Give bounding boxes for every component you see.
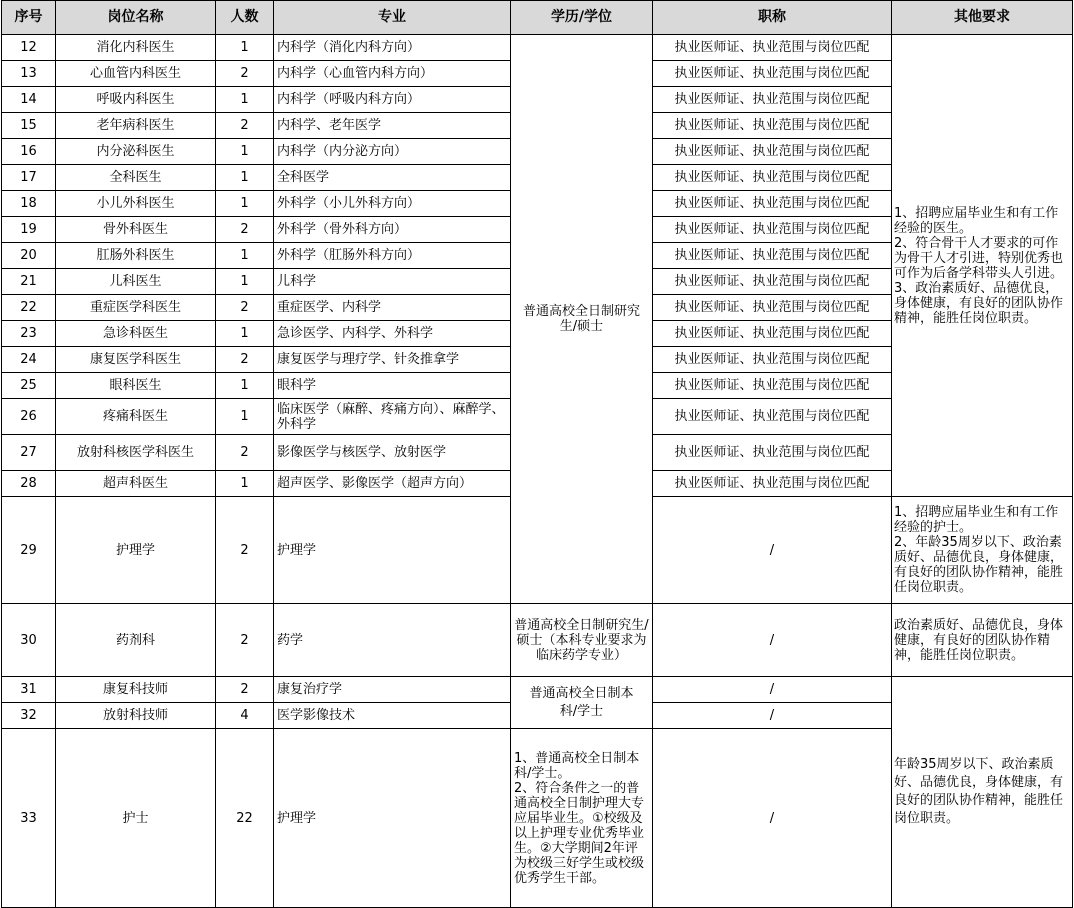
row-major: 临床医学（麻醉、疼痛方向）、麻醉学、外科学 [274,399,511,435]
row-index: 21 [2,269,56,295]
row-count: 1 [216,373,274,399]
row-count: 1 [216,35,274,61]
row-title: / [653,677,892,703]
row-count: 22 [216,729,274,908]
education-cell: 1、普通高校全日制本科/学士。 2、符合条件之一的普通高校全日制护理大专应届毕业生。①校级及以上护理专业优秀毕业生。②大学期间2年评为校级三好学生或校级优秀学生干部。 [511,729,653,908]
row-index: 30 [2,604,56,677]
row-count: 2 [216,677,274,703]
row-title: 执业医师证、执业范围与岗位匹配 [653,321,892,347]
row-index: 14 [2,87,56,113]
row-title: 执业医师证、执业范围与岗位匹配 [653,435,892,471]
row-title: 执业医师证、执业范围与岗位匹配 [653,113,892,139]
row-count: 1 [216,87,274,113]
row-major: 内科学（心血管内科方向） [274,61,511,87]
row-index: 31 [2,677,56,703]
header-position: 岗位名称 [56,1,216,35]
row-count: 2 [216,217,274,243]
row-title: 执业医师证、执业范围与岗位匹配 [653,295,892,321]
row-count: 1 [216,139,274,165]
row-position: 肛肠外科医生 [56,243,216,269]
row-count: 4 [216,703,274,729]
row-position: 康复科技师 [56,677,216,703]
row-index: 22 [2,295,56,321]
table-row [2,604,1073,677]
row-title: 执业医师证、执业范围与岗位匹配 [653,471,892,497]
header-row [2,1,1073,35]
row-position: 康复医学科医生 [56,347,216,373]
row-major: 重症医学、内科学 [274,295,511,321]
row-position: 小儿外科医生 [56,191,216,217]
row-position: 疼痛科医生 [56,399,216,435]
row-title: 执业医师证、执业范围与岗位匹配 [653,269,892,295]
row-count: 1 [216,243,274,269]
table-row [2,677,1073,703]
row-title: 执业医师证、执业范围与岗位匹配 [653,165,892,191]
row-major: 康复医学与理疗学、针灸推拿学 [274,347,511,373]
row-title: / [653,497,892,604]
row-major: 眼科学 [274,373,511,399]
row-index: 24 [2,347,56,373]
row-position: 消化内科医生 [56,35,216,61]
row-title: 执业医师证、执业范围与岗位匹配 [653,399,892,435]
row-index: 27 [2,435,56,471]
row-index: 25 [2,373,56,399]
row-title: 执业医师证、执业范围与岗位匹配 [653,139,892,165]
row-index: 28 [2,471,56,497]
table-row [2,35,1073,61]
row-count: 2 [216,435,274,471]
row-position: 心血管内科医生 [56,61,216,87]
row-count: 1 [216,399,274,435]
row-count: 1 [216,471,274,497]
row-major: 护理学 [274,729,511,908]
row-count: 1 [216,269,274,295]
row-count: 2 [216,113,274,139]
row-major: 内科学（消化内科方向） [274,35,511,61]
row-title: 执业医师证、执业范围与岗位匹配 [653,217,892,243]
row-title: 执业医师证、执业范围与岗位匹配 [653,87,892,113]
row-count: 2 [216,347,274,373]
row-position: 超声科医生 [56,471,216,497]
row-major: 内科学（呼吸内科方向） [274,87,511,113]
row-count: 2 [216,604,274,677]
row-position: 骨外科医生 [56,217,216,243]
row-count: 1 [216,165,274,191]
other-requirements-cell: 年龄35周岁以下、政治素质好、品德优良，身体健康，有良好的团队协作精神，能胜任岗位职责。 [892,677,1073,908]
row-major: 康复治疗学 [274,677,511,703]
education-cell: 普通高校全日制本科/学士 [511,677,653,729]
row-title: / [653,604,892,677]
row-title: / [653,729,892,908]
row-index: 23 [2,321,56,347]
row-position: 眼科医生 [56,373,216,399]
row-index: 19 [2,217,56,243]
row-position: 放射科核医学科医生 [56,435,216,471]
row-position: 药剂科 [56,604,216,677]
education-cell: 普通高校全日制研究生/硕士 [511,35,653,604]
recruitment-table [1,0,1073,908]
row-title: / [653,703,892,729]
row-major: 外科学（小儿外科方向） [274,191,511,217]
row-position: 急诊科医生 [56,321,216,347]
row-index: 17 [2,165,56,191]
header-index: 序号 [2,1,56,35]
row-title: 执业医师证、执业范围与岗位匹配 [653,191,892,217]
other-requirements-cell: 1、招聘应届毕业生和有工作经验的医生。 2、符合骨干人才要求的可作为骨干人才引进，特别优秀也可作为后备学科带头人引进。 3、政治素质好、品德优良，身体健康，有良好的团队协作精神，能胜任岗位职责。 [892,35,1073,497]
row-major: 儿科学 [274,269,511,295]
header-title: 职称 [653,1,892,35]
education-cell: 普通高校全日制研究生/硕士（本科专业要求为临床药学专业） [511,604,653,677]
row-count: 2 [216,61,274,87]
row-index: 12 [2,35,56,61]
row-position: 护理学 [56,497,216,604]
row-index: 13 [2,61,56,87]
header-count: 人数 [216,1,274,35]
row-major: 急诊医学、内科学、外科学 [274,321,511,347]
row-position: 内分泌科医生 [56,139,216,165]
row-major: 医学影像技术 [274,703,511,729]
row-position: 护士 [56,729,216,908]
row-major: 影像医学与核医学、放射医学 [274,435,511,471]
row-index: 18 [2,191,56,217]
row-index: 20 [2,243,56,269]
row-major: 全科医学 [274,165,511,191]
row-count: 2 [216,497,274,604]
header-other: 其他要求 [892,1,1073,35]
row-count: 1 [216,321,274,347]
row-title: 执业医师证、执业范围与岗位匹配 [653,373,892,399]
header-education: 学历/学位 [511,1,653,35]
row-index: 15 [2,113,56,139]
row-count: 1 [216,191,274,217]
row-index: 26 [2,399,56,435]
row-major: 内科学（内分泌方向） [274,139,511,165]
row-index: 16 [2,139,56,165]
header-major: 专业 [274,1,511,35]
row-title: 执业医师证、执业范围与岗位匹配 [653,347,892,373]
row-major: 外科学（骨外科方向） [274,217,511,243]
row-count: 2 [216,295,274,321]
row-position: 呼吸内科医生 [56,87,216,113]
row-index: 32 [2,703,56,729]
other-requirements-cell: 1、招聘应届毕业生和有工作经验的护士。 2、年龄35周岁以下、政治素质好、品德优良，身体健康，有良好的团队协作精神，能胜任岗位职责。 [892,497,1073,604]
row-index: 33 [2,729,56,908]
row-position: 全科医生 [56,165,216,191]
row-position: 重症医学科医生 [56,295,216,321]
row-major: 药学 [274,604,511,677]
row-index: 29 [2,497,56,604]
row-title: 执业医师证、执业范围与岗位匹配 [653,243,892,269]
row-title: 执业医师证、执业范围与岗位匹配 [653,35,892,61]
row-major: 超声医学、影像医学（超声方向） [274,471,511,497]
other-requirements-cell: 政治素质好、品德优良，身体健康，有良好的团队协作精神，能胜任岗位职责。 [892,604,1073,677]
row-major: 外科学（肛肠外科方向） [274,243,511,269]
row-position: 老年病科医生 [56,113,216,139]
row-title: 执业医师证、执业范围与岗位匹配 [653,61,892,87]
row-position: 放射科技师 [56,703,216,729]
row-major: 内科学、老年医学 [274,113,511,139]
row-position: 儿科医生 [56,269,216,295]
row-major: 护理学 [274,497,511,604]
